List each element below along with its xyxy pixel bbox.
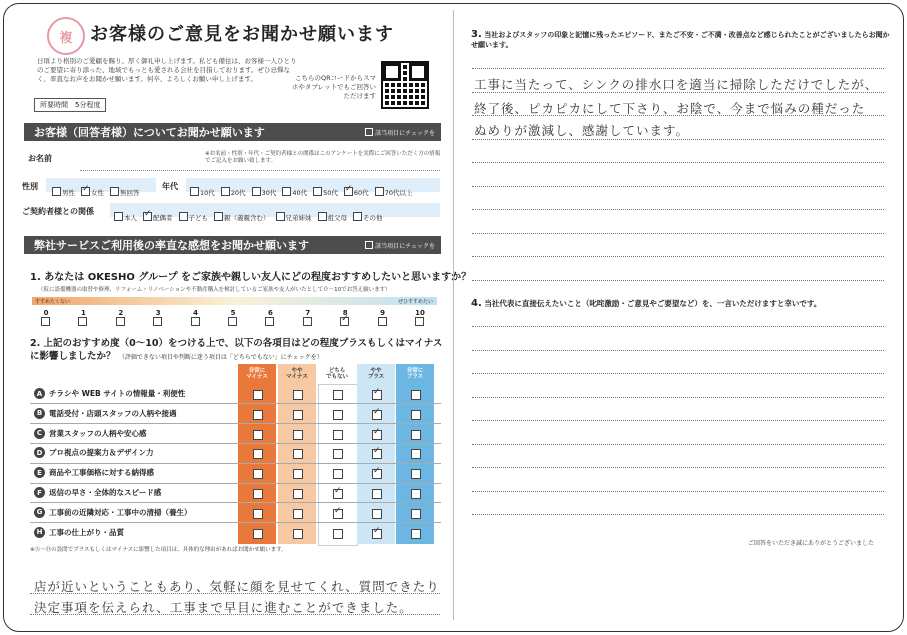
time-required: 所要時間 5分程度 <box>34 98 106 112</box>
q4-number: 4. <box>471 298 482 309</box>
gender-option-label: 無回答 <box>120 189 140 197</box>
age-option-label: 70代以上 <box>384 189 413 197</box>
relation-option-label: 子ども <box>188 214 208 222</box>
scale-gradient <box>32 297 437 305</box>
rating-checkbox[interactable] <box>333 469 343 479</box>
rating-column-header: 非常に マイナス <box>238 364 276 384</box>
scale-low-label: すすめたくない <box>35 298 71 305</box>
rating-row <box>30 484 235 501</box>
row-divider <box>30 502 441 503</box>
age-option-2[interactable] <box>252 187 277 197</box>
rating-checkbox[interactable] <box>253 390 263 400</box>
scale-checkbox[interactable] <box>78 317 87 326</box>
age-options <box>190 180 418 199</box>
age-option-3[interactable] <box>282 187 307 197</box>
rating-checkbox[interactable] <box>411 529 421 539</box>
page-title: お客様のご意見をお聞かせ願います <box>90 24 394 45</box>
rating-row <box>30 504 235 521</box>
rating-checkbox[interactable] <box>411 390 421 400</box>
rating-row <box>30 405 235 422</box>
q3-line-7[interactable] <box>472 233 884 234</box>
scale-number-label: 3 <box>155 309 161 317</box>
scale-option-1[interactable] <box>75 309 91 327</box>
row-label: 電話受付・店頭スタッフの人柄や接遇 <box>49 408 177 418</box>
rating-checkbox[interactable] <box>411 430 421 440</box>
q2-title: 2. 上記のおすすめ度（0〜10）をつける上で、以下の各項目はどの程度プラスもしくはマイナスに影響しましたか？ （評価できない項目や判断に迷う項目は「どちらでもない」にチェックを） <box>30 338 443 362</box>
scale-number-label: 10 <box>415 309 425 317</box>
rating-checkbox[interactable] <box>253 449 263 459</box>
q3-title <box>471 30 891 50</box>
relation-checkbox-3[interactable] <box>214 212 223 221</box>
q3-line-6[interactable] <box>472 209 884 210</box>
reason-text-2: 決定事項を伝えられ、工事まで早目に進むことができました。 <box>34 600 413 615</box>
q3-line-4[interactable] <box>472 162 884 163</box>
row-badge-icon: H <box>34 527 45 538</box>
section2-title: 弊社サービスご利用後の率直な感想をお聞かせ願います <box>34 239 309 252</box>
age-option-label: 40代 <box>292 189 308 197</box>
row-divider <box>30 423 441 424</box>
rating-checkbox[interactable] <box>293 449 303 459</box>
relation-checkbox-6[interactable] <box>353 212 362 221</box>
scale-high-label: ぜひすすめたい <box>397 298 433 305</box>
gender-options <box>52 180 146 199</box>
q3-line-0[interactable] <box>472 68 884 69</box>
rating-checkbox[interactable] <box>411 489 421 499</box>
check-note-text: 該当項目にチェックを <box>375 242 435 250</box>
reason-footnote: ※Ⓐ〜Ⓗの設問でプラスもしくはマイナスに影響した項目は、具体的な理由があればお聞かせ願います。 <box>30 547 287 553</box>
rating-checkbox[interactable] <box>372 489 382 499</box>
scale-number-label: 6 <box>267 309 273 317</box>
scale-option-5[interactable] <box>225 309 241 327</box>
scale-checkbox[interactable] <box>41 317 50 326</box>
gender-checkbox-1[interactable] <box>81 187 90 196</box>
q1-title-text: あなたは OKESHO グループ をご家族や親しい友人にどの程度おすすめしたいと思いますか？ <box>44 272 472 283</box>
relation-checkbox-2[interactable] <box>179 212 188 221</box>
scale-option-4[interactable] <box>188 309 204 327</box>
scale-checkbox[interactable] <box>153 317 162 326</box>
relation-options <box>114 205 389 224</box>
q3-answer-1: 工事に当たって、シンクの排水口を適当に掃除しただけでしたが、 <box>474 77 879 92</box>
rating-checkbox[interactable] <box>411 410 421 420</box>
rating-checkbox[interactable] <box>253 529 263 539</box>
rating-row <box>30 425 235 442</box>
rating-row <box>30 464 235 481</box>
row-divider <box>30 463 441 464</box>
rating-checkbox[interactable] <box>333 410 343 420</box>
relation-option-label: 兄弟姉妹 <box>285 214 312 222</box>
rating-checkbox[interactable] <box>293 430 303 440</box>
rating-checkbox[interactable] <box>372 449 382 459</box>
rating-checkbox[interactable] <box>293 509 303 519</box>
row-badge-icon: G <box>34 507 45 518</box>
qr-code-icon[interactable] <box>381 61 429 109</box>
q4-line-4[interactable] <box>472 420 884 421</box>
q4-line-1[interactable] <box>472 350 884 351</box>
name-label: お名前 <box>28 154 52 163</box>
scale-number-label: 9 <box>380 309 386 317</box>
age-label: 年代 <box>162 182 178 191</box>
scale-checkbox[interactable] <box>340 317 349 326</box>
rating-checkbox[interactable] <box>372 469 382 479</box>
scale-option-10[interactable] <box>412 309 428 327</box>
q3-answer-2: 終了後、ピカピカにして下さり、お陰で、今まで悩みの種だった <box>474 101 866 116</box>
scale-number-label: 0 <box>43 309 49 317</box>
q4-line-7[interactable] <box>472 491 884 492</box>
gender-label: 性別 <box>22 182 38 191</box>
relation-option-label: 本人 <box>124 214 137 222</box>
age-option-label: 30代 <box>261 189 277 197</box>
relation-option-2[interactable] <box>179 212 209 222</box>
rating-checkbox[interactable] <box>293 489 303 499</box>
age-checkbox-4[interactable] <box>313 187 322 196</box>
relation-checkbox-0[interactable] <box>114 212 123 221</box>
row-label: 工事の仕上がり・品質 <box>49 527 124 537</box>
rating-checkbox[interactable] <box>411 469 421 479</box>
check-note-text: 該当項目にチェックを <box>375 129 435 137</box>
rating-column-0 <box>238 384 276 544</box>
row-badge-icon: A <box>34 388 45 399</box>
q4-line-8[interactable] <box>472 514 884 515</box>
scale-option-0[interactable] <box>38 309 54 327</box>
relation-option-5[interactable] <box>318 212 348 222</box>
row-label: プロ視点の提案力＆デザイン力 <box>49 448 154 458</box>
q2-title-text: 上記のおすすめ度（0〜10）をつける上で、以下の各項目はどの程度プラスもしくはマイナスに影響しましたか？ <box>30 338 443 362</box>
scale-checkbox[interactable] <box>378 317 387 326</box>
rating-checkbox[interactable] <box>333 430 343 440</box>
q4-title-text: 当社代表に直接伝えたいこと（叱咤激励・ご意見やご要望など）を、一言いただけますと幸いです。 <box>484 299 822 308</box>
age-checkbox-6[interactable] <box>375 187 384 196</box>
row-label: チラシや WEB サイトの情報量・利便性 <box>49 389 186 398</box>
check-note <box>365 128 435 137</box>
row-divider <box>30 483 441 484</box>
q3-title-text: 当社およびスタッフの印象と記憶に残ったエピソード、またご不安・ご不満・改善点など感じられたことがございましたらお聞かせ願います。 <box>471 31 890 49</box>
section2-header <box>24 236 441 254</box>
relation-option-label: 祖父母 <box>327 214 347 222</box>
age-checkbox-3[interactable] <box>282 187 291 196</box>
rating-checkbox[interactable] <box>253 430 263 440</box>
gender-option-2[interactable] <box>110 187 140 197</box>
relation-option-0[interactable] <box>114 212 137 222</box>
q3-line-5[interactable] <box>472 186 884 187</box>
relation-checkbox-5[interactable] <box>318 212 327 221</box>
age-checkbox-5[interactable] <box>344 187 353 196</box>
row-badge-icon: E <box>34 467 45 478</box>
gender-checkbox-0[interactable] <box>52 187 61 196</box>
scale-checkbox[interactable] <box>228 317 237 326</box>
gender-option-0[interactable] <box>52 187 75 197</box>
rating-checkbox[interactable] <box>253 509 263 519</box>
rating-column-header: 非常に プラス <box>396 364 434 384</box>
age-option-label: 10代 <box>200 189 215 197</box>
scale-option-2[interactable] <box>113 309 129 327</box>
rating-table <box>30 364 441 544</box>
row-divider <box>30 403 441 404</box>
relation-option-1[interactable] <box>143 212 173 222</box>
gender-checkbox-2[interactable] <box>110 187 119 196</box>
rating-checkbox[interactable] <box>372 390 382 400</box>
q4-title <box>471 298 891 309</box>
row-badge-icon: D <box>34 447 45 458</box>
row-label: 営業スタッフの人柄や安心感 <box>49 428 147 438</box>
rating-checkbox[interactable] <box>333 509 343 519</box>
scale-checkbox[interactable] <box>116 317 125 326</box>
relation-label: ご契約者様との関係 <box>22 207 94 216</box>
rating-row <box>30 444 235 461</box>
relation-option-label: その他 <box>363 214 383 222</box>
age-option-4[interactable] <box>313 187 338 197</box>
rating-checkbox[interactable] <box>333 390 343 400</box>
q4-line-6[interactable] <box>472 467 884 468</box>
rating-checkbox[interactable] <box>293 529 303 539</box>
scale-number-label: 7 <box>305 309 311 317</box>
rating-checkbox[interactable] <box>293 390 303 400</box>
rating-checkbox[interactable] <box>411 449 421 459</box>
scale-option-8[interactable] <box>337 309 353 327</box>
check-icon <box>365 128 373 136</box>
relation-checkbox-1[interactable] <box>143 212 152 221</box>
relation-checkbox-4[interactable] <box>276 212 285 221</box>
qr-text: こちらのQRコードからスマホやタブレットでもご回答いただけます <box>291 74 376 100</box>
scale-number-label: 5 <box>230 309 236 317</box>
age-option-1[interactable] <box>221 187 246 197</box>
rating-checkbox[interactable] <box>333 449 343 459</box>
q3-line-8[interactable] <box>472 256 884 257</box>
rating-checkbox[interactable] <box>253 410 263 420</box>
rating-checkbox[interactable] <box>253 469 263 479</box>
scale-option-3[interactable] <box>150 309 166 327</box>
rating-row <box>30 385 235 402</box>
scale-checkbox[interactable] <box>303 317 312 326</box>
q3-answer-3: ぬめりが激減し、感謝しています。 <box>474 123 690 138</box>
column-divider <box>453 10 454 620</box>
intro-text: 日頃より格別のご愛顧を賜り、厚く御礼申し上げます。私ども備住は、お客様一人ひとりのご要望に寄り添った、地域でもっとも愛される会社を目指しております。ぜひ忌憚なく、率直なお声をお聞かせ願います。何卒、よろしくお願い申し上げます。 <box>37 57 297 83</box>
section1-title: お客様（回答者様）についてお聞かせ願います <box>34 126 265 139</box>
relation-option-4[interactable] <box>276 212 312 222</box>
row-badge-icon: C <box>34 428 45 439</box>
scale-option-6[interactable] <box>262 309 278 327</box>
age-option-label: 60代 <box>353 189 369 197</box>
scale-option-7[interactable] <box>300 309 316 327</box>
scale-checkbox[interactable] <box>415 317 424 326</box>
reason-text-1: 店が近いということもあり、気軽に顔を見せてくれ、質問できたり <box>34 579 440 594</box>
rating-checkbox[interactable] <box>293 469 303 479</box>
age-checkbox-1[interactable] <box>221 187 230 196</box>
gender-option-label: 女性 <box>91 189 104 197</box>
q4-line-2[interactable] <box>472 373 884 374</box>
rating-column-header: どちら でもない <box>318 364 356 384</box>
row-label: 工事前の近隣対応・工事中の清掃（養生） <box>49 507 192 517</box>
rating-checkbox[interactable] <box>372 410 382 420</box>
row-label: 返信の早さ・全体的なスピード感 <box>49 488 162 497</box>
rating-checkbox[interactable] <box>411 509 421 519</box>
age-option-label: 50代 <box>323 189 338 197</box>
scale-number-label: 1 <box>80 309 86 317</box>
scale-number-label: 2 <box>118 309 124 317</box>
name-note: ※お名前・性別・年代・ご契約者様との関係はこのアンケートを実際にご回答いただく方の情報でご記入をお願い致します。 <box>205 151 441 164</box>
q2-subtitle: （評価できない項目や判断に迷う項目は「どちらでもない」にチェックを） <box>118 354 323 361</box>
name-field-line[interactable] <box>80 170 440 171</box>
scale-option-9[interactable] <box>375 309 391 327</box>
scale-checkbox[interactable] <box>265 317 274 326</box>
q3-line-9[interactable] <box>472 280 884 281</box>
q4-line-5[interactable] <box>472 444 884 445</box>
relation-option-6[interactable] <box>353 212 383 222</box>
rating-checkbox[interactable] <box>333 529 343 539</box>
rating-checkbox[interactable] <box>372 529 382 539</box>
age-checkbox-0[interactable] <box>190 187 199 196</box>
thanks-text: ご回答をいただき誠にありがとうございました <box>748 540 875 547</box>
rating-column-1 <box>278 384 316 544</box>
relation-option-label: 親（義親含む） <box>224 214 270 222</box>
age-option-label: 20代 <box>230 189 246 197</box>
rating-column-header: やや マイナス <box>278 364 316 384</box>
q1-subtitle: （仮に設備機器の取替や修理、リフォーム・リノベーションや不動産購入を検討しているご家族や友人がいたとして０〜10でお答え願います） <box>38 287 391 293</box>
rating-checkbox[interactable] <box>293 410 303 420</box>
rating-checkbox[interactable] <box>253 489 263 499</box>
row-badge-icon: B <box>34 408 45 419</box>
gender-option-1[interactable] <box>81 187 104 197</box>
company-stamp-icon: 複 <box>47 17 85 55</box>
age-option-0[interactable] <box>190 187 215 197</box>
rating-checkbox[interactable] <box>333 489 343 499</box>
age-option-5[interactable] <box>344 187 369 197</box>
rating-row <box>30 524 235 541</box>
section1-header <box>24 123 441 141</box>
gender-option-label: 男性 <box>62 189 75 197</box>
relation-option-3[interactable] <box>214 212 270 222</box>
scale-number-label: 8 <box>342 309 348 317</box>
rating-checkbox[interactable] <box>372 509 382 519</box>
q3-number: 3. <box>471 29 482 40</box>
rating-checkbox[interactable] <box>372 430 382 440</box>
relation-option-label: 配偶者 <box>153 214 173 222</box>
age-checkbox-2[interactable] <box>252 187 261 196</box>
q4-line-3[interactable] <box>472 397 884 398</box>
row-divider <box>30 522 441 523</box>
q1-title: 1. あなたは OKESHO グループ をご家族や親しい友人にどの程度おすすめしたいと思いますか？ <box>30 272 472 283</box>
check-note-2 <box>365 241 435 250</box>
age-option-6[interactable] <box>375 187 413 197</box>
rating-column-header: やや プラス <box>357 364 395 384</box>
row-label: 商品や工事価格に対する納得感 <box>49 468 154 478</box>
scale-number-label: 4 <box>193 309 199 317</box>
scale-checkbox[interactable] <box>191 317 200 326</box>
row-divider <box>30 443 441 444</box>
check-icon <box>365 241 373 249</box>
row-badge-icon: F <box>34 487 45 498</box>
q4-line-0[interactable] <box>472 326 884 327</box>
rating-column-4 <box>396 384 434 544</box>
